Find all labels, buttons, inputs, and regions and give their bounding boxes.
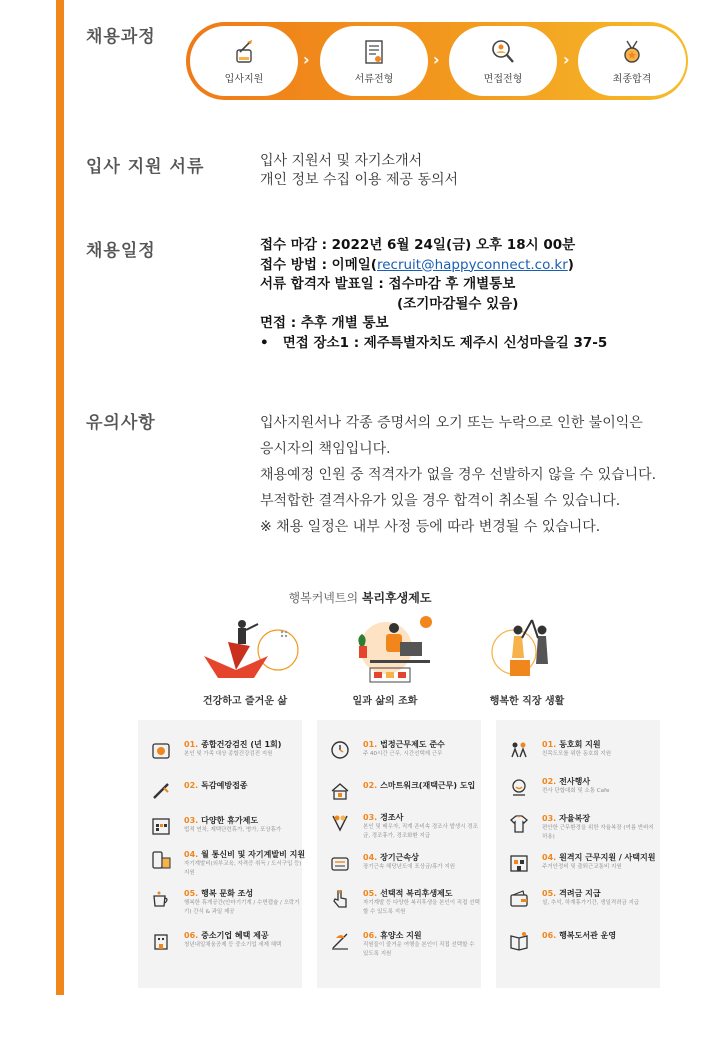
welfare-item-num: 06. bbox=[363, 931, 378, 940]
schedule-interview-place: 면접 장소1 : 제주특별자치도 제주시 신성마을길 37-5 bbox=[282, 334, 608, 351]
people-icon bbox=[508, 739, 530, 761]
house-support-icon bbox=[508, 852, 530, 874]
welfare-item-name: 스마트워크(재택근무) 도입 bbox=[380, 781, 476, 790]
welfare-item-title bbox=[184, 780, 248, 791]
welfare-item-name: 월 통신비 및 자기계발비 지원 bbox=[201, 850, 306, 859]
book-icon bbox=[508, 930, 530, 952]
welfare-item-name: 자율복장 bbox=[559, 814, 591, 823]
building-icon bbox=[150, 930, 172, 952]
welfare-item-name: 휴양소 지원 bbox=[380, 931, 422, 940]
process-step-apply bbox=[190, 26, 298, 96]
welfare-item-name: 전사행사 bbox=[559, 777, 591, 786]
welfare-item-title bbox=[184, 930, 269, 941]
flower-icon bbox=[329, 812, 351, 834]
welfare-category-caption: 일과 삶의 조화 bbox=[352, 696, 418, 707]
welfare-item-desc: 법적 연차, 제택단련휴가, 병가, 포상휴가 bbox=[184, 827, 282, 833]
welfare-item-name: 행복도서관 운영 bbox=[559, 931, 617, 940]
health-check-icon bbox=[150, 739, 172, 761]
laptop-worker-icon bbox=[340, 612, 450, 686]
welfare-item-desc: 전사 단합대회 및 소통 Cafe bbox=[542, 788, 610, 794]
welfare-item-title bbox=[542, 776, 590, 787]
welfare-item-title bbox=[184, 815, 258, 826]
chevron-right-icon: › bbox=[563, 50, 570, 69]
syringe-icon bbox=[150, 780, 172, 802]
welfare-item-desc: 청년내일채움공제 등 중소기업 세제 혜택 bbox=[184, 942, 282, 948]
welfare-panel-worklife bbox=[317, 720, 481, 988]
welfare-item-title bbox=[542, 930, 616, 941]
welfare-item-name: 종합건강검진 (년 1회) bbox=[201, 740, 282, 749]
welfare-panel-health bbox=[138, 720, 306, 988]
welfare-item-desc: 자기계발비(외부교육, 자격증 취득 / 도서구입 등) 지원 bbox=[184, 861, 302, 876]
home-work-icon bbox=[329, 780, 351, 802]
process-step-final bbox=[578, 26, 686, 96]
notes-line: ※ 채용 일정은 내부 사정 등에 따라 변경될 수 있습니다. bbox=[260, 519, 601, 535]
process-step-interview bbox=[449, 26, 557, 96]
document-icon bbox=[360, 38, 388, 66]
process-step-label: 입사지원 bbox=[224, 73, 264, 85]
welfare-item-name: 다양한 휴가제도 bbox=[201, 816, 259, 825]
welfare-item-desc: 주거안정비 및 출퇴근교통비 지원 bbox=[542, 864, 622, 870]
coffee-cup-icon bbox=[150, 888, 172, 910]
email-link[interactable]: recruit@happyconnect.co.kr bbox=[376, 256, 568, 273]
schedule-interview: 면접 : 추후 개별 통보 bbox=[260, 315, 389, 331]
welfare-item-num: 02. bbox=[363, 781, 378, 790]
welfare-item-name: 장기근속상 bbox=[380, 853, 419, 862]
welfare-item-num: 04. bbox=[542, 853, 557, 862]
welfare-title bbox=[0, 589, 720, 606]
documents-line: 입사 지원서 및 자기소개서 bbox=[260, 153, 423, 169]
welfare-item-num: 03. bbox=[363, 813, 378, 822]
welfare-item-title bbox=[363, 930, 422, 941]
notes-list bbox=[260, 410, 656, 540]
section-title-schedule: 채용일정 bbox=[86, 241, 156, 261]
welfare-item-title bbox=[363, 888, 453, 899]
welfare-item-title bbox=[542, 888, 601, 899]
pen-hand-icon bbox=[230, 38, 258, 66]
welfare-item-num: 06. bbox=[184, 931, 199, 940]
welfare-item-desc: 친목도모를 위한 동호회 지원 bbox=[542, 751, 612, 757]
welfare-item-title bbox=[363, 739, 445, 750]
paper-boat-telescope-icon bbox=[190, 612, 300, 686]
welfare-item-num: 01. bbox=[363, 740, 378, 749]
welfare-category-caption: 건강하고 즐거운 삶 bbox=[202, 696, 288, 707]
phone-book-icon bbox=[150, 849, 172, 871]
welfare-item-num: 05. bbox=[542, 889, 557, 898]
section-title-notes: 유의사항 bbox=[86, 413, 156, 433]
welfare-item-num: 01. bbox=[542, 740, 557, 749]
process-step-label: 면접전형 bbox=[483, 73, 523, 85]
section-title-documents: 입사 지원 서류 bbox=[86, 157, 205, 177]
welfare-item-name: 동호회 지원 bbox=[559, 740, 601, 749]
welfare-title-prefix: 행복커넥트의 bbox=[288, 591, 362, 605]
smile-icon bbox=[508, 776, 530, 798]
travel-icon bbox=[329, 930, 351, 952]
schedule-method-suffix: ) bbox=[567, 256, 574, 273]
chevron-right-icon: › bbox=[303, 50, 310, 69]
bullet: • bbox=[260, 334, 283, 351]
notes-line: 입사지원서나 각종 증명서의 오기 또는 누락으로 인한 불이익은 bbox=[260, 415, 643, 431]
recruit-process-bar bbox=[186, 22, 688, 100]
calendar-icon bbox=[150, 815, 172, 837]
welfare-item-name: 선택적 복리후생제도 bbox=[380, 889, 453, 898]
welfare-item-name: 격려금 지급 bbox=[559, 889, 601, 898]
schedule-method-prefix: 접수 방법 : 이메일( bbox=[260, 256, 377, 273]
welfare-item-desc: 본인 및 배우자, 직계 존비속 경조사 발생시 경조금, 경조휴가, 경조화환 지급 bbox=[363, 824, 478, 839]
welfare-item-title bbox=[363, 780, 475, 791]
high-five-icon bbox=[478, 612, 588, 686]
wallet-icon bbox=[508, 888, 530, 910]
welfare-item-num: 02. bbox=[184, 781, 199, 790]
welfare-item-title bbox=[184, 888, 253, 899]
welfare-item-desc: 설, 추석, 하계휴가기간, 생일격려금 지급 bbox=[542, 900, 640, 906]
welfare-item-desc: 자기계발 등 다양한 복리후생을 본인이 직접 선택할 수 있도록 지원 bbox=[363, 900, 480, 915]
chevron-right-icon: › bbox=[433, 50, 440, 69]
schedule-deadline: 접수 마감 : 2022년 6월 24일(금) 오후 18시 00분 bbox=[260, 237, 576, 253]
welfare-item-num: 02. bbox=[542, 777, 557, 786]
welfare-title-bold: 복리후생제도 bbox=[361, 591, 432, 605]
documents-list bbox=[260, 152, 458, 190]
welfare-item-num: 03. bbox=[542, 814, 557, 823]
welfare-item-name: 중소기업 혜택 제공 bbox=[201, 931, 269, 940]
welfare-item-name: 법정근무제도 준수 bbox=[380, 740, 445, 749]
welfare-item-desc: 직원들이 즐거운 여행을 본인이 직접 선택할 수 있도록 지원 bbox=[363, 942, 475, 957]
welfare-item-name: 독감예방접종 bbox=[201, 781, 248, 790]
section-title-process: 채용과정 bbox=[86, 27, 156, 47]
medal-icon bbox=[618, 38, 646, 66]
welfare-item-name: 원격지 근무지원 / 사택지원 bbox=[559, 853, 656, 862]
process-step-document bbox=[320, 26, 428, 96]
schedule-doc-result: 서류 합격자 발표일 : 접수마감 후 개별통보 bbox=[260, 276, 516, 292]
welfare-item-num: 01. bbox=[184, 740, 199, 749]
welfare-item-title bbox=[184, 739, 281, 750]
notes-line: 응시자의 책임입니다. bbox=[260, 441, 391, 457]
welfare-item-title bbox=[363, 812, 403, 823]
magnifier-person-icon bbox=[489, 38, 517, 66]
left-accent-bar bbox=[56, 0, 64, 995]
welfare-item-desc: 주 40시간 근무, 시간선택제 근무 bbox=[363, 751, 443, 757]
welfare-item-num: 06. bbox=[542, 931, 557, 940]
welfare-item-num: 04. bbox=[363, 853, 378, 862]
hand-pointer-icon bbox=[329, 888, 351, 910]
welfare-category-caption: 행복한 직장 생활 bbox=[489, 696, 565, 707]
notes-line: 부적합한 결격사유가 있을 경우 합격이 취소될 수 있습니다. bbox=[260, 493, 621, 509]
welfare-item-num: 05. bbox=[363, 889, 378, 898]
welfare-item-desc: 본인 및 가족 대상 종합건강검진 지원 bbox=[184, 751, 273, 757]
welfare-item-desc: 편안한 근무환경을 위한 자율복장 (여름 반바지 허용) bbox=[542, 825, 654, 840]
welfare-item-num: 05. bbox=[184, 889, 199, 898]
notes-line: 채용예정 인원 중 적격자가 없을 경우 선발하지 않을 수 있습니다. bbox=[260, 467, 657, 483]
schedule-doc-result-note: (조기마감될수 있음) bbox=[397, 295, 519, 312]
welfare-panel-workplace bbox=[496, 720, 660, 988]
schedule-block bbox=[260, 236, 607, 353]
welfare-item-title bbox=[363, 852, 419, 863]
welfare-item-num: 04. bbox=[184, 850, 199, 859]
documents-line: 개인 정보 수집 이용 제공 동의서 bbox=[260, 172, 459, 188]
process-step-label: 서류전형 bbox=[354, 73, 394, 85]
welfare-item-title bbox=[184, 849, 305, 860]
welfare-item-name: 행복 문화 조성 bbox=[201, 889, 254, 898]
welfare-item-num: 03. bbox=[184, 816, 199, 825]
welfare-item-title bbox=[542, 852, 655, 863]
tshirt-icon bbox=[508, 813, 530, 835]
schedule-method bbox=[260, 256, 607, 276]
welfare-item-title bbox=[542, 739, 601, 750]
welfare-item-desc: 장기근속 해당년도에 포상금/휴가 지원 bbox=[363, 864, 456, 870]
process-step-label: 최종합격 bbox=[612, 73, 652, 85]
trophy-icon bbox=[329, 852, 351, 874]
welfare-item-title bbox=[542, 813, 590, 824]
welfare-item-name: 경조사 bbox=[380, 813, 404, 822]
clock-icon bbox=[329, 739, 351, 761]
schedule-interview-place-row bbox=[260, 334, 607, 354]
welfare-item-desc: 행복한 휴게공간(안마기기계 / 수면캡슐 / 오락기기) 간식 & 과일 제공 bbox=[184, 900, 300, 915]
